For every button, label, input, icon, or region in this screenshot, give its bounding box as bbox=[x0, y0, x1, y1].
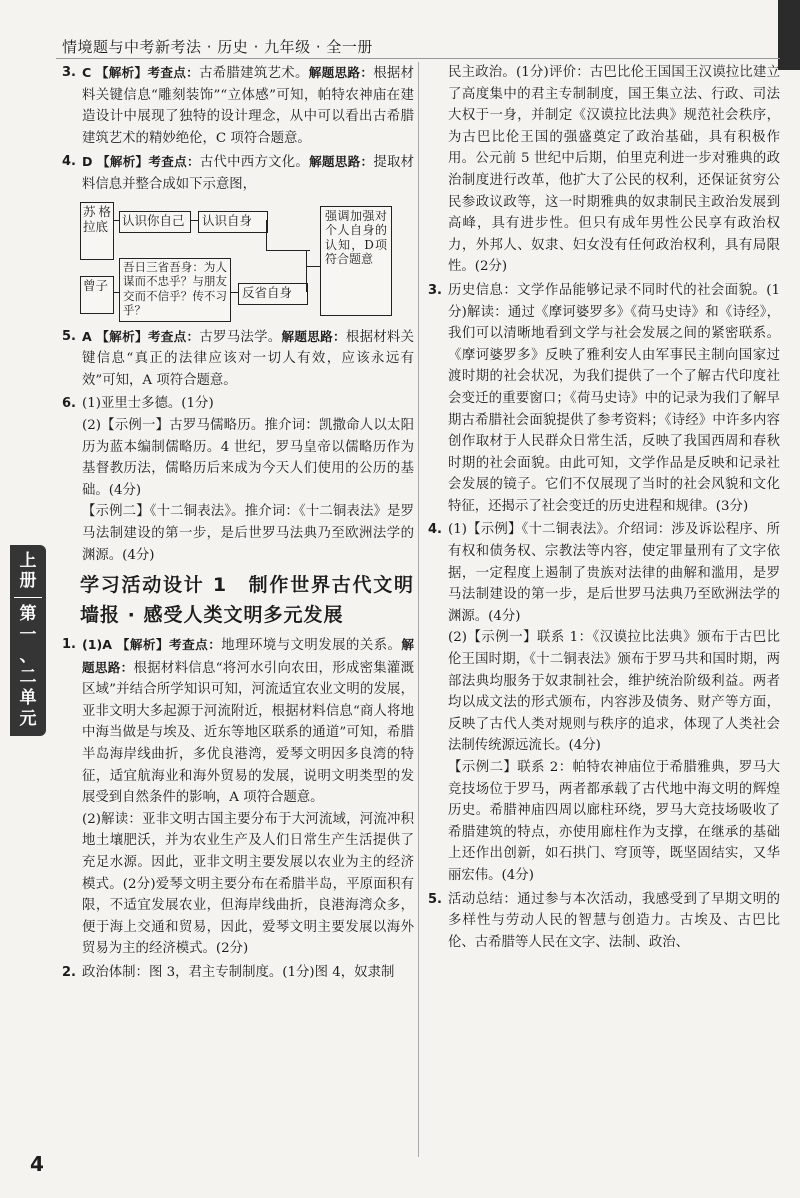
question-number: 4. bbox=[428, 522, 442, 538]
activity-answer-1 bbox=[62, 634, 414, 960]
answer-text: 历史信息：文学作品能够记录不同时代的社会面貌。(1分)解读：通过《摩诃婆罗多》《荷马史诗》和《诗经》，我们可以清晰地看到文学与社会发展之间的紧密联系。《摩诃婆罗多》反映了雅利安人由军事民主制向国家过渡时期的社会状况，为我们提供了一个了解古代印度社会变迁的重要窗口；《荷马史诗》中的记录为我们了解早期古希腊社会面貌提供了参考资料；《诗经》中许多内容创作取材于人民群众日常生活，反映了我国西周和春秋时期的社会面貌。由此可知，文学作品是反映和记录社会发展的镜子。它们不仅展现了当时的社会风貌和文化特征，还揭示了社会变迁的历史进程和规律。(3分) bbox=[448, 282, 780, 514]
analysis-label: 【解析】考查点： bbox=[97, 154, 200, 170]
answer-letter: (1)A bbox=[82, 637, 113, 653]
activity-answer-2 bbox=[62, 962, 414, 984]
analysis-label: 【解析】考查点： bbox=[95, 65, 200, 80]
question-number: 5. bbox=[62, 328, 76, 344]
corner-tab bbox=[778, 0, 800, 70]
answer-part-3: 【示例二】《十二铜表法》。推介词：《十二铜表法》是罗马法制建设的第一步，是后世罗马法典乃至欧洲法学的渊源。(4分) bbox=[82, 504, 414, 563]
header-rule bbox=[56, 58, 780, 59]
question-number: 6. bbox=[62, 396, 76, 412]
question-number: 1. bbox=[62, 637, 76, 653]
answer-letter: A bbox=[82, 328, 92, 344]
diagram-socrates: 苏格拉底 bbox=[80, 202, 114, 260]
idea-label: 解题思路： bbox=[281, 328, 346, 344]
question-number: 5. bbox=[428, 891, 442, 907]
answer-3 bbox=[62, 62, 414, 149]
activity-answer-3 bbox=[428, 280, 780, 518]
analysis-label: 【解析】考查点： bbox=[116, 637, 222, 653]
question-number: 3. bbox=[62, 65, 76, 80]
answer-text: 提取材料信息并整合成如下示意图， bbox=[82, 155, 415, 192]
diagram-know-self: 认识自身 bbox=[198, 211, 268, 233]
answer-text: 根据材料信息“将河水引向农田，形成密集灌溉区域”并结合所学知识可知，河流适宜农业文明的发展，亚非文明大多起源于河流附近，根据材料信息“商人将地中海当做是与埃及、近东等地区联系的通道”可知，希腊半岛海岸线曲折，多优良港湾，爱琴文明因多良湾的特征，适宜航海业和海外贸易的发展，说明文明类型的发展受到自然条件的影响，A 项符合题意。 bbox=[82, 660, 414, 806]
answer-text: 民主政治。(1分)评价：古巴比伦王国国王汉谟拉比建立了高度集中的君主专制制度，国王集立法、行政、司法大权于一身，并制定《汉谟拉比法典》规范社会秩序，为古巴比伦王国的强盛奠定了政治基础，具有积极作用。公元前 5 世纪中后期，伯里克利进一步对雅典的政治制度进行改革，他扩大了公民的权利，还保证贫穷公民参政议政等，这一时期雅典的奴隶制民主政治发展到高峰，具有进步性。但只有成年男性公民享有政治权力，外邦人、奴隶、妇女没有任何政治权利，具有局限性。(2分) bbox=[448, 65, 780, 275]
exam-point: 古代中西方文化。 bbox=[199, 155, 310, 171]
answer-part-3: 【示例二】联系 2：帕特农神庙位于希腊雅典，罗马大竞技场位于罗马，两者都承载了古代地中海文明的辉煌历史。希腊神庙四周以廊柱环绕，罗马大竞技场吸收了希腊建筑的特点，亦使用廊柱作为支撑，在继承的基础上还作出创新，如石拱门、穹顶等，既坚固结实，又华丽宏伟。(4分) bbox=[448, 760, 780, 883]
diagram-reflect-self: 反省自身 bbox=[238, 283, 308, 305]
diagram-connector bbox=[230, 292, 238, 293]
column-divider bbox=[418, 62, 419, 1157]
exam-point: 古希腊建筑艺术。 bbox=[199, 66, 309, 81]
answer-part-2: (2)【示例一】古罗马儒略历。推介词：凯撒命人以太阳历为蓝本编制儒略历。4 世纪，罗马皇帝以儒略历作为基督教历法，儒略历后来成为今天人们使用的公历的基础。(4分) bbox=[82, 417, 414, 498]
section-title: 学习活动设计 1 制作世界古代文明墙报 · 感受人类文明多元发展 bbox=[80, 574, 414, 627]
idea-label: 解题思路： bbox=[309, 154, 374, 170]
left-column bbox=[62, 62, 414, 986]
idea-label: 解题思路： bbox=[82, 637, 415, 675]
answer-part-1: (1)亚里士多德。(1分) bbox=[82, 396, 214, 412]
activity-answer-5 bbox=[428, 889, 780, 954]
side-tab bbox=[10, 545, 46, 736]
answer-letter: D bbox=[82, 154, 93, 170]
answer-text: 根据材料关键信息“雕刻装饰”“立体感”可知，帕特农神庙在建造设计中展现了独特的设计理念，从中可以看出古希腊建筑艺术的精妙绝伦，C 项符合题意。 bbox=[82, 66, 415, 146]
running-header: 情境题与中考新考法 · 历史 · 九年级 · 全一册 bbox=[62, 38, 373, 56]
answer-text: 根据材料关键信息“真正的法律应该对一切人有效，应该永远有效”可知，A 项符合题意。 bbox=[82, 329, 415, 388]
diagram-conclusion: 强调加强对个人自身的认知，D项符合题意 bbox=[320, 206, 392, 316]
diagram-connector bbox=[266, 220, 267, 250]
answer-part-2: (2)解读：亚非文明古国主要分布于大河流域，河流冲积地土壤肥沃，并为农业生产及人们日常生产生活提供了充足水源。因此，亚非文明主要发展以农业为主的经济模式。(2分)爱琴文明主要分布在希腊半岛，平原面积有限，不适宜发展农业，但海岸线曲折，良港海湾众多，便于海上交通和贸易，因此，爱琴文明主要发展以海外贸易为主的经济模式。(2分) bbox=[82, 811, 414, 957]
diagram-connector bbox=[266, 250, 310, 251]
idea-label: 解题思路： bbox=[308, 65, 374, 80]
answer-5 bbox=[62, 326, 414, 392]
diagram-connector bbox=[306, 250, 307, 292]
volume-label: 上册 bbox=[14, 551, 42, 598]
answer-letter: C bbox=[82, 65, 92, 80]
answer-6 bbox=[62, 393, 414, 566]
activity-answer-2-continued bbox=[428, 62, 780, 278]
page-number: 4 bbox=[30, 1152, 44, 1176]
answer-text: 活动总结：通过参与本次活动，我感受到了早期文明的多样性与劳动人民的智慧与创造力。古埃及、古巴比伦、古希腊等人民在文字、法制、政治、 bbox=[448, 891, 780, 950]
answer-part-1: (1)【示例】《十二铜表法》。介绍词：涉及诉讼程序、所有权和债务权、宗教法等内容，使定罪量刑有了文字依据，一定程度上遏制了贵族对法律的曲解和滥用，是罗马法制建设的第一步，是后世罗马法典乃至欧洲法学的渊源。(4分) bbox=[448, 522, 780, 624]
diagram-connector bbox=[190, 220, 198, 221]
answer-text: 政治体制：图 3，君主专制制度。(1分)图 4，奴隶制 bbox=[82, 965, 395, 980]
question-number: 4. bbox=[62, 154, 76, 170]
question-number: 3. bbox=[428, 282, 442, 298]
diagram-know-yourself: 认识你自己 bbox=[119, 211, 191, 233]
diagram-arrow bbox=[306, 266, 320, 267]
answer-4 bbox=[62, 151, 414, 195]
diagram-quote: 吾日三省吾身：为人谋而不忠乎？与朋友交而不信乎？传不习乎？ bbox=[119, 258, 231, 322]
question-number: 2. bbox=[62, 965, 76, 980]
unit-label: 第一、二单元 bbox=[19, 604, 37, 729]
answer-part-2: (2)【示例一】联系 1：《汉谟拉比法典》颁布于古巴比伦王国时期，《十二铜表法》颁布于罗马共和国时期，两部法典均服务于奴隶制社会，维护统治阶级利益。两者均以成文法的形式颁布，内容涉及债务、财产等方面，反映了古代人类对规则与秩序的追求，体现了人类社会法制传统源远流长。(4分) bbox=[448, 630, 780, 754]
right-column bbox=[428, 62, 780, 955]
exam-point: 古罗马法学。 bbox=[199, 329, 282, 345]
exam-point: 地理环境与文明发展的关系。 bbox=[221, 638, 402, 654]
diagram-zengzi: 曾子 bbox=[80, 276, 114, 314]
analysis-label: 【解析】考查点： bbox=[96, 328, 200, 344]
concept-diagram bbox=[80, 200, 410, 320]
activity-answer-4 bbox=[428, 519, 780, 886]
